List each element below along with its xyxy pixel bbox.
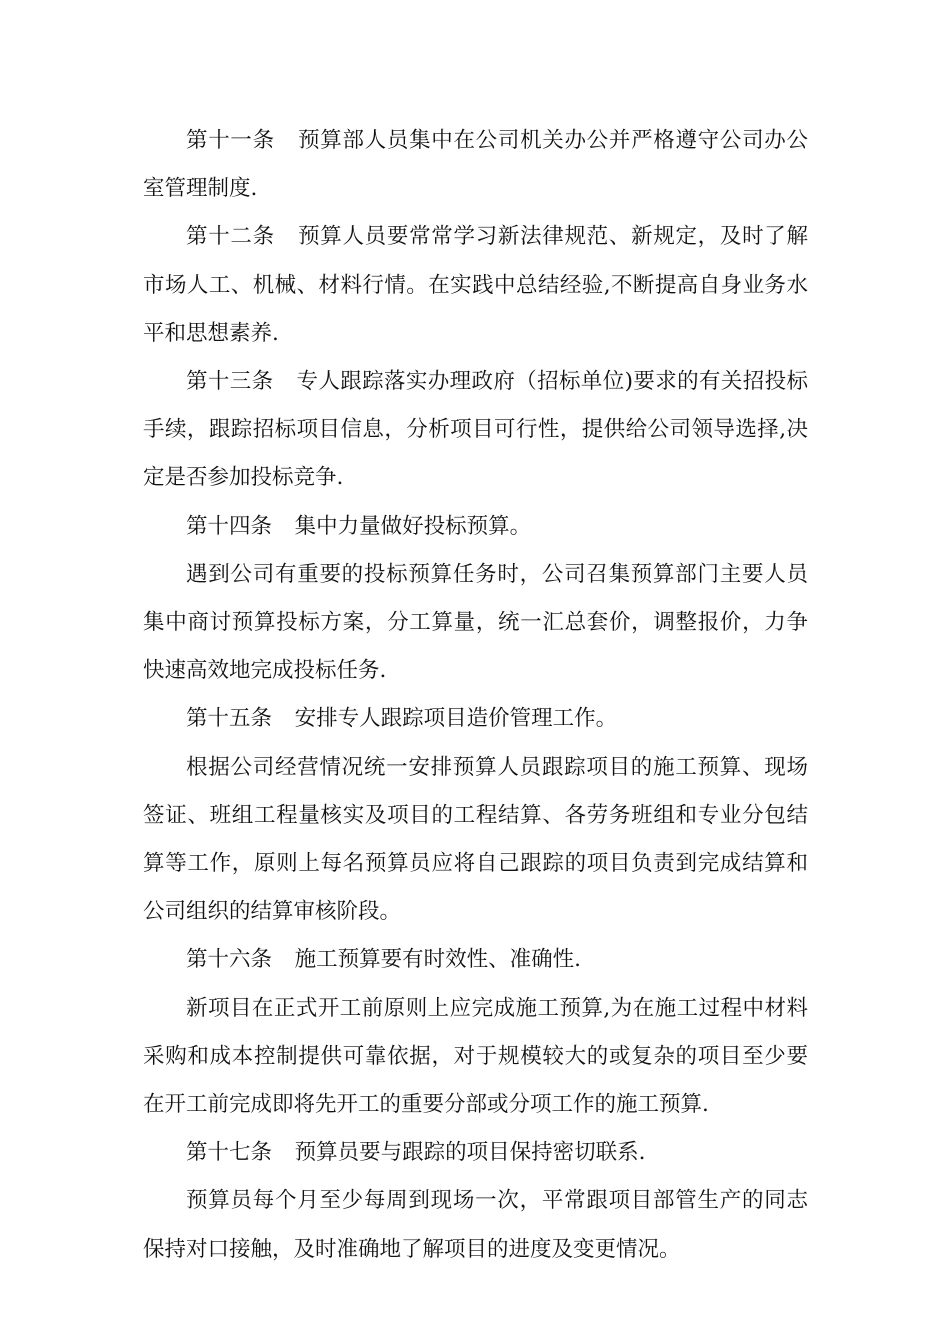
article-14-paragraph xyxy=(143,503,808,551)
article-17-paragraph xyxy=(143,1129,808,1177)
article-15-text: 安排专人跟踪项目造价管理工作。 xyxy=(294,706,618,732)
article-13-heading: 第十三条 xyxy=(186,369,274,395)
article-17-text: 预算员要与跟踪的项目保持密切联系. xyxy=(294,1140,646,1166)
article-15-paragraph xyxy=(143,695,808,743)
article-15-body-text: 根据公司经营情况统一安排预算人员跟踪项目的施工预算、现场签证、班组工程量核实及项目的工程结算、各劳务班组和专业分包结算等工作，原则上每名预算员应将自己跟踪的项目负责到完成结算和公司组织的结算审核阶段。 xyxy=(143,754,808,925)
article-16-paragraph xyxy=(143,936,808,984)
document-body xyxy=(143,117,808,1274)
article-12-text: 预算人员要常常学习新法律规范、新规定，及时了解市场人工、机械、材料行情。在实践中总结经验,不断提高自身业务水平和思想素养. xyxy=(143,224,808,346)
article-17-body-paragraph xyxy=(143,1177,808,1273)
article-11-heading: 第十一条 xyxy=(186,128,275,153)
article-11-paragraph xyxy=(143,117,808,213)
article-14-heading: 第十四条 xyxy=(186,513,273,539)
article-17-body-text: 预算员每个月至少每周到现场一次，平常跟项目部管生产的同志保持对口接触，及时准确地了解项目的进度及变更情况。 xyxy=(143,1188,808,1262)
article-14-body-paragraph xyxy=(143,551,808,696)
article-16-body-text: 新项目在正式开工前原则上应完成施工预算,为在施工过程中材料采购和成本控制提供可靠依据，对于规模较大的或复杂的项目至少要在开工前完成即将先开工的重要分部或分项工作的施工预算. xyxy=(143,995,808,1118)
article-12-paragraph xyxy=(143,213,808,358)
article-12-heading: 第十二条 xyxy=(186,224,275,250)
article-13-text: 专人跟踪落实办理政府（招标单位)要求的有关招投标手续，跟踪招标项目信息，分析项目可行性，提供给公司领导选择,决定是否参加投标竞争. xyxy=(143,369,808,491)
article-15-body-paragraph xyxy=(143,744,808,937)
article-17-heading: 第十七条 xyxy=(186,1140,273,1166)
article-15-heading: 第十五条 xyxy=(186,706,273,732)
article-14-text: 集中力量做好投标预算。 xyxy=(294,513,532,539)
article-14-body-text: 遇到公司有重要的投标预算任务时，公司召集预算部门主要人员集中商讨预算投标方案，分工算量，统一汇总套价，调整报价，力争快速高效地完成投标任务. xyxy=(143,561,808,684)
article-16-text: 施工预算要有时效性、准确性. xyxy=(294,947,581,973)
article-13-paragraph xyxy=(143,358,808,503)
article-11-text: 预算部人员集中在公司机关办公并严格遵守公司办公室管理制度. xyxy=(143,128,808,202)
article-16-body-paragraph xyxy=(143,985,808,1130)
article-16-heading: 第十六条 xyxy=(186,947,273,973)
